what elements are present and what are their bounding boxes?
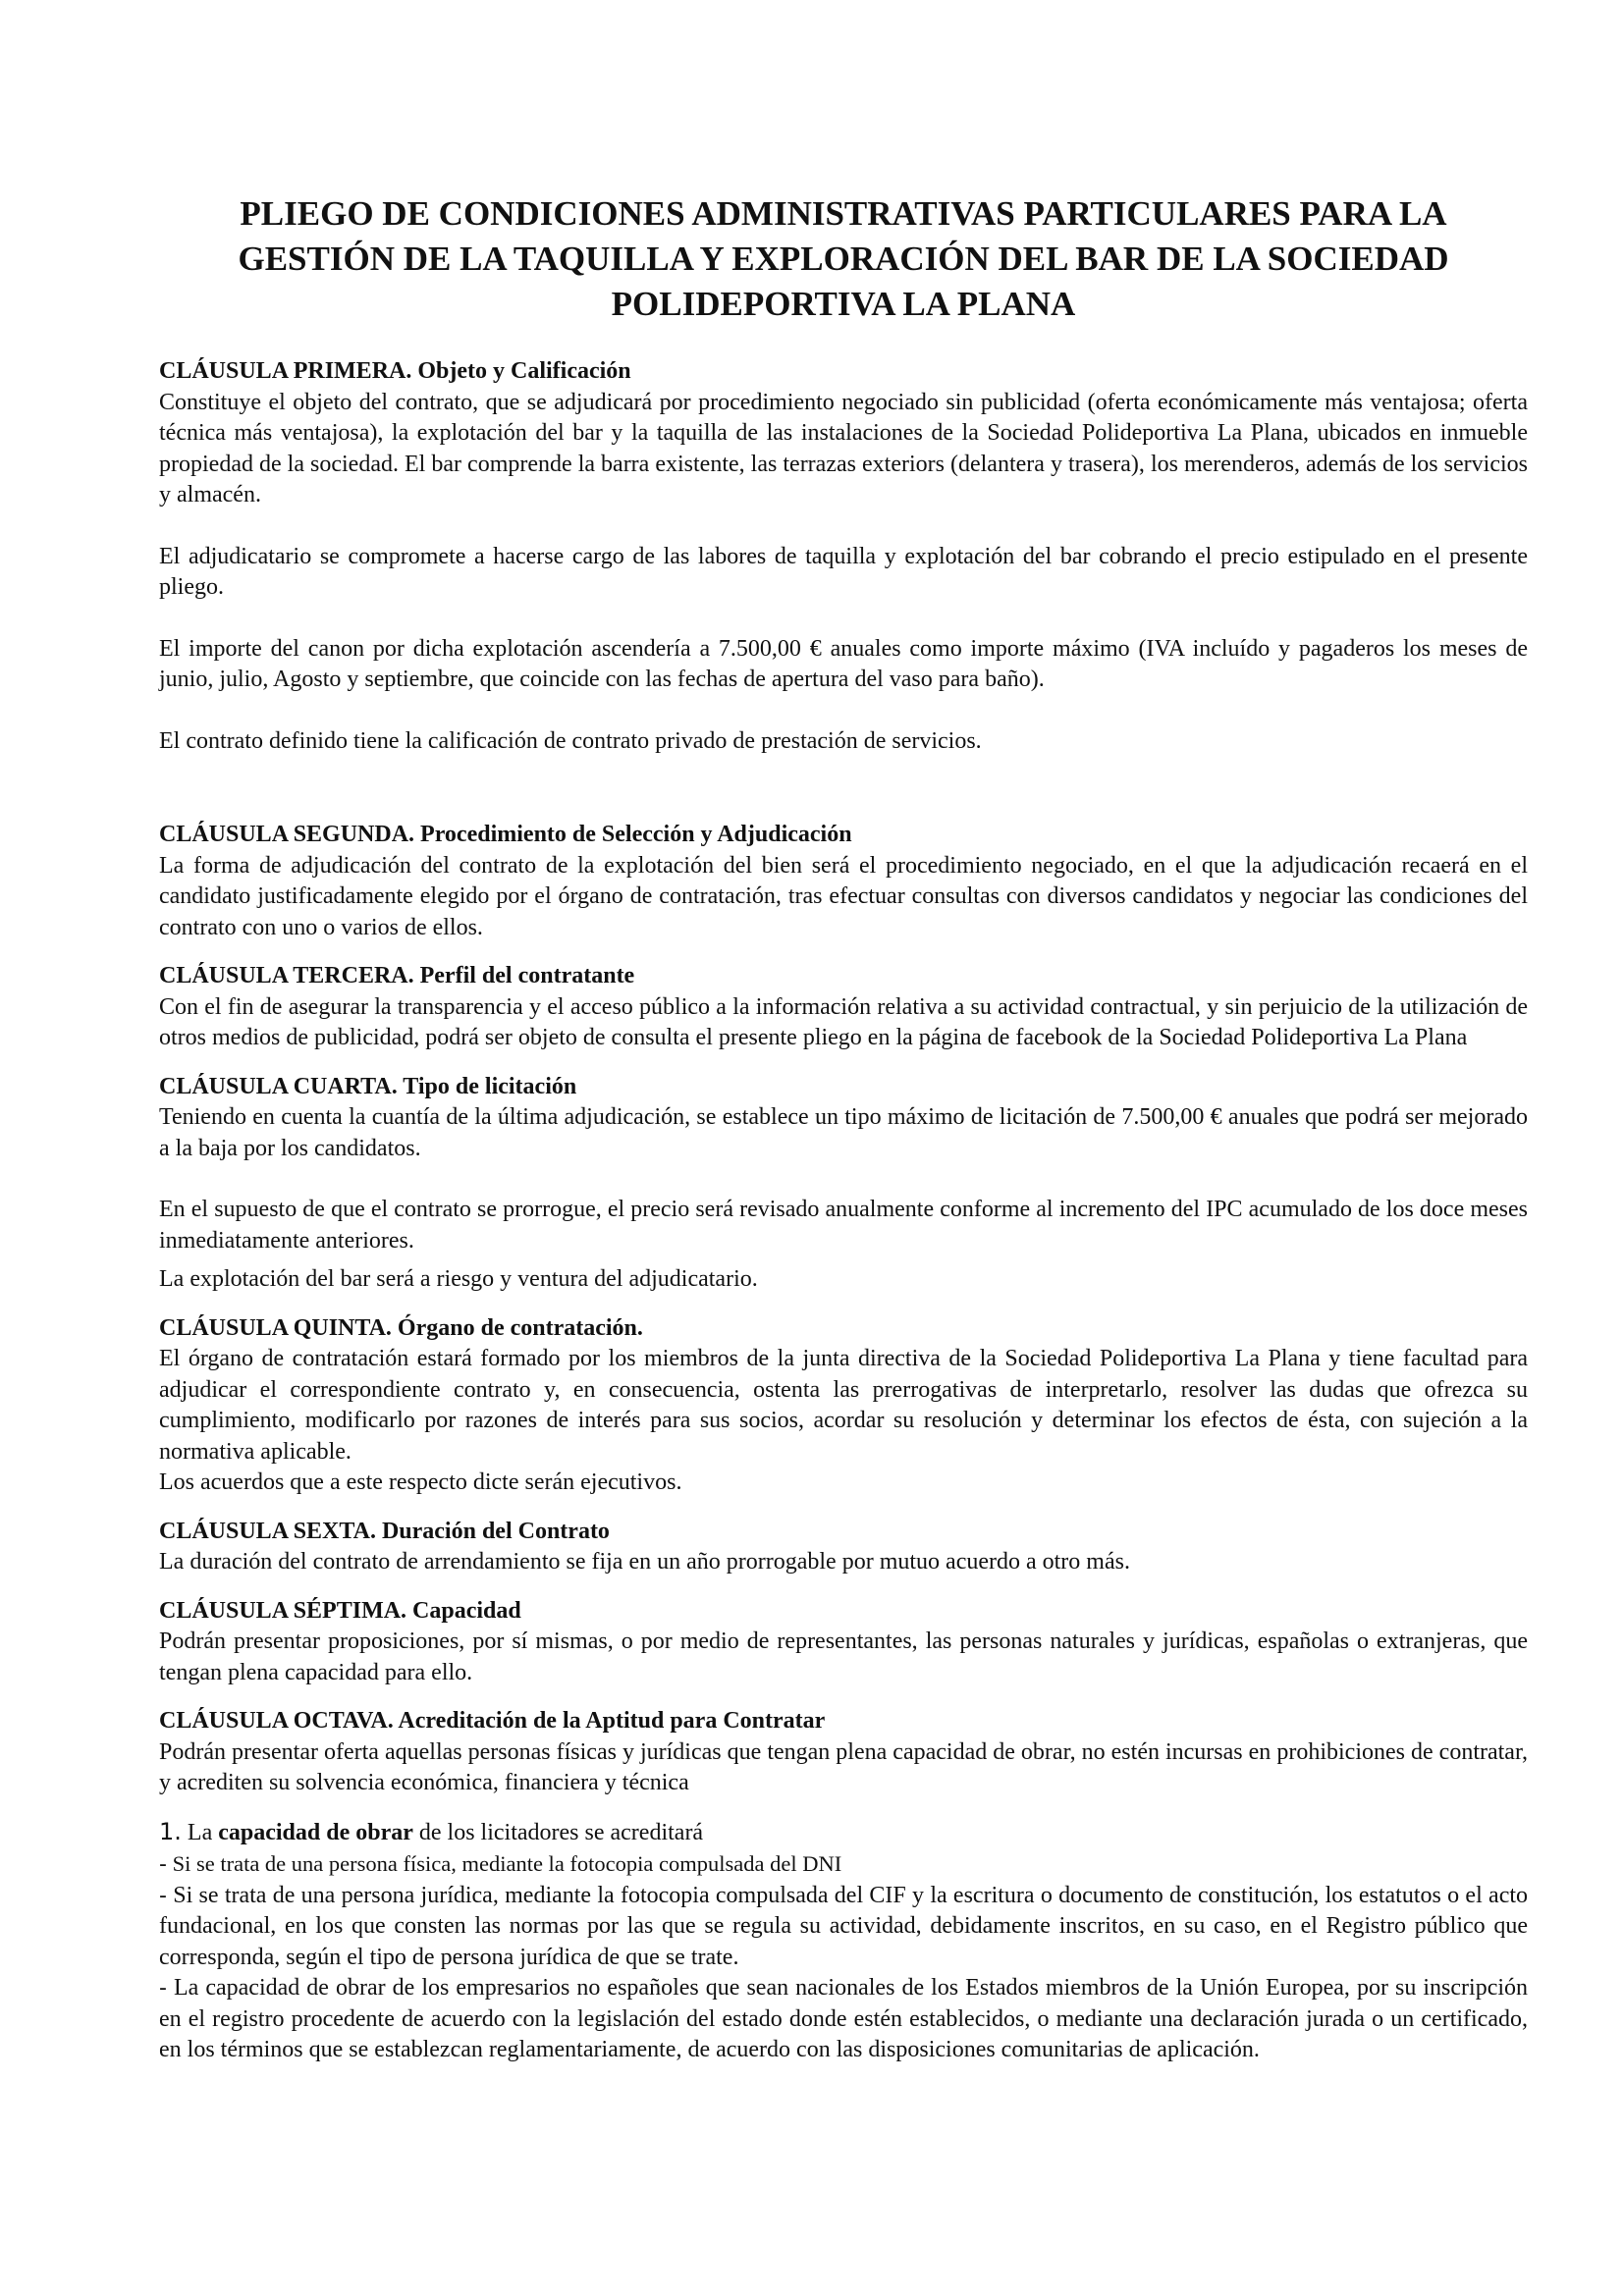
- clause-septima: [159, 1596, 1528, 1689]
- clause-primera: [159, 356, 1528, 757]
- paragraph: Podrán presentar oferta aquellas personas físicas y jurídicas que tengan plena capacidad de obrar, no estén incursas en prohibiciones de contratar, y acrediten su solvencia económica, financiera y técnica: [159, 1738, 1528, 1795]
- clause-tercera: [159, 961, 1528, 1054]
- paragraph: La explotación del bar será a riesgo y ventura del adjudicatario.: [159, 1266, 758, 1292]
- paragraph: La duración del contrato de arrendamiento se fija en un año prorrogable por mutuo acuerdo a otro más.: [159, 1549, 1130, 1575]
- clause-heading: CLÁUSULA OCTAVA. Acreditación de la Aptitud para Contratar: [159, 1708, 826, 1734]
- dash-marker: -: [159, 1852, 167, 1877]
- dash-list-item-text: La capacidad de obrar de los empresarios no españoles que sean nacionales de los Estados miembros de la Unión Europea, por su inscripción en el registro procedente de acuerdo con la legislación del estado donde estén establecidos, o mediante una declaración jurada o un certificado, en los términos que se establezcan reglamentariamente, de acuerdo con las disposiciones comunitarias de aplicación.: [159, 1975, 1529, 2062]
- document-title: PLIEGO DE CONDICIONES ADMINISTRATIVAS PARTICULARES PARA LA GESTIÓN DE LA TAQUILLA Y EXPLORACIÓN DEL BAR DE LA SOCIEDAD POLIDEPORTIVA LA PLANA: [238, 194, 1449, 323]
- clause-heading: CLÁUSULA SEGUNDA. Procedimiento de Selección y Adjudicación: [159, 822, 852, 847]
- item-text-pre: La: [187, 1819, 213, 1845]
- numbered-item-heading: [159, 1817, 1528, 1849]
- paragraph: Teniendo en cuenta la cuantía de la última adjudicación, se establece un tipo máximo de licitación de 7.500,00 € anuales que podrá ser mejorado a la baja por los candidatos.: [159, 1104, 1528, 1161]
- paragraph: Con el fin de asegurar la transparencia y el acceso público a la información relativa a su actividad contractual, y sin perjuicio de la utilización de otros medios de publicidad, podrá ser objeto de consulta el presente pliego en la página de facebook de la Sociedad Polideportiva La Plana: [159, 993, 1528, 1050]
- paragraph: En el supuesto de que el contrato se prorrogue, el precio será revisado anualmente conforme al incremento del IPC acumulado de los doce meses inmediatamente anteriores.: [159, 1197, 1528, 1254]
- clause-sexta: [159, 1517, 1528, 1578]
- dash-list-item-text: Si se trata de una persona física, mediante la fotocopia compulsada del DNI: [172, 1851, 842, 1876]
- clause-cuarta: [159, 1072, 1528, 1296]
- clause-heading: CLÁUSULA PRIMERA. Objeto y Calificación: [159, 358, 631, 384]
- clause-heading: CLÁUSULA TERCERA. Perfil del contratante: [159, 963, 635, 988]
- clause-quinta: [159, 1313, 1528, 1499]
- document-body: [159, 356, 1528, 2066]
- clause-heading: CLÁUSULA SÉPTIMA. Capacidad: [159, 1597, 521, 1624]
- paragraph: El importe del canon por dicha explotación ascendería a 7.500,00 € anuales como importe máximo (IVA incluído y pagaderos los meses de junio, julio, Agosto y septiembre, que coincide con las fechas de apertura del vaso para baño).: [159, 635, 1528, 692]
- paragraph: Constituye el objeto del contrato, que se adjudicará por procedimiento negociado sin publicidad (oferta económicamente más ventajosa; oferta técnica más ventajosa), la explotación del bar y la taquilla de las instalaciones de la Sociedad Polideportiva La Plana, ubicados en inmueble propiedad de la sociedad. El bar comprende la barra existente, las terrazas exteriors (delantera y trasera), los merenderos, además de los servicios y almacén.: [159, 389, 1528, 507]
- paragraph: La forma de adjudicación del contrato de la explotación del bien será el procedimiento negociado, en el que la adjudicación recaerá en el candidato justificadamente elegido por el órgano de contratación, tras efectuar consultas con diversos candidatos y negociar las condiciones del contrato con uno o varios de ellos.: [159, 852, 1528, 940]
- paragraph: Los acuerdos que a este respecto dicte serán ejecutivos.: [159, 1469, 682, 1495]
- paragraph: El órgano de contratación estará formado por los miembros de la junta directiva de la Sociedad Polideportiva La Plana y tiene facultad para adjudicar el correspondiente contrato y, en consecuencia, ostenta las prerrogativas de interpretarlo, resolver las dudas que ofrezca su cumplimiento, modificarlo por razones de interés para sus socios, acordar su resolución y determinar los efectos de ésta, con sujeción a la normativa aplicable.: [159, 1346, 1528, 1465]
- item-text-post: de los licitadores se acreditará: [418, 1819, 704, 1845]
- item-text-bold: capacidad de obrar: [218, 1819, 413, 1845]
- dash-list-item-text: Si se trata de una persona jurídica, mediante la fotocopia compulsada del CIF y la escritura o documento de constitución, los estatutos o el acto fundacional, en los que consten las normas por las que se regula su actividad, debidamente inscritos, en su caso, en el Registro público que corresponda, según el tipo de persona jurídica de que se trate.: [159, 1882, 1529, 1970]
- clause-heading: CLÁUSULA SEXTA. Duración del Contrato: [159, 1518, 610, 1544]
- paragraph: El adjudicatario se compromete a hacerse cargo de las labores de taquilla y explotación del bar cobrando el precio estipulado en el presente pliego.: [159, 543, 1528, 600]
- dash-list-item: [159, 1848, 1528, 1881]
- clause-octava: [159, 1706, 1528, 2066]
- dash-list-item: [159, 1973, 1528, 2066]
- dash-marker: -: [159, 1883, 167, 1908]
- item-number: 1.: [159, 1817, 182, 1845]
- clause-segunda: [159, 820, 1528, 943]
- paragraph: Podrán presentar proposiciones, por sí mismas, o por medio de representantes, las personas naturales y jurídicas, españolas o extranjeras, que tengan plena capacidad para ello.: [159, 1629, 1528, 1685]
- paragraph: El contrato definido tiene la calificación de contrato privado de prestación de servicios.: [159, 727, 982, 754]
- clause-heading: CLÁUSULA QUINTA. Órgano de contratación.: [159, 1314, 643, 1341]
- dash-list-item: [159, 1881, 1528, 1974]
- dash-marker: -: [159, 1976, 167, 2001]
- clause-heading: CLÁUSULA CUARTA. Tipo de licitación: [159, 1073, 577, 1099]
